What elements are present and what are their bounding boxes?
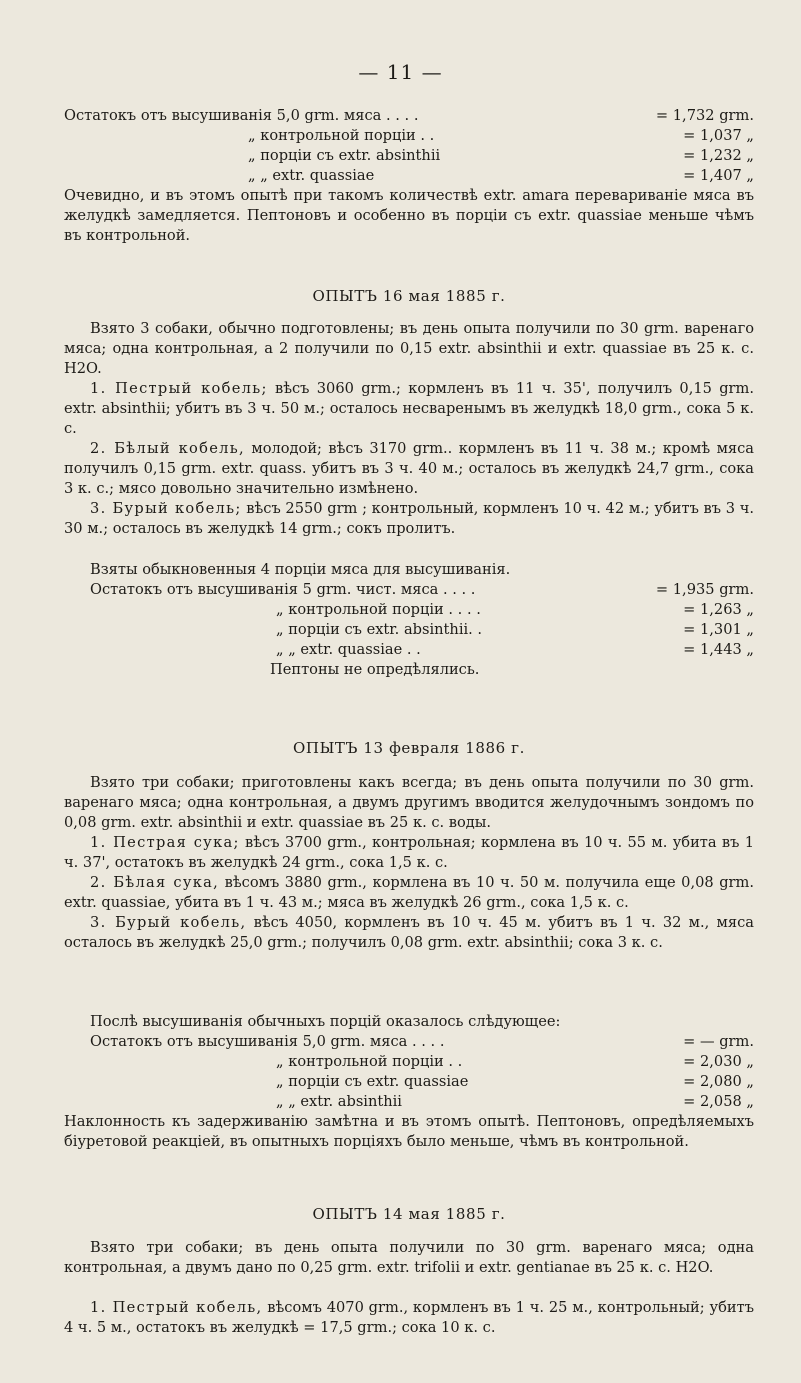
row-value: = 1,443 „ [683, 641, 754, 658]
row-label: „ „ extr. quassiae . . [276, 641, 421, 658]
experiment-results-table [64, 580, 754, 660]
table-row [64, 620, 754, 640]
dog-text: вѣсомъ 4070 grm., кормленъ въ 1 ч. 25 м., контрольный; убитъ 4 ч. 5 м., остатокъ въ желудкѣ = 17,5 grm.; сока 10 к. с. [64, 1299, 754, 1336]
row-value: = 1,263 „ [683, 601, 754, 618]
experiment-results-table [64, 1032, 754, 1112]
experiment-heading: ОПЫТЪ 14 мая 1885 г. [312, 1205, 506, 1223]
dog-text: вѣсъ 3700 grm., контрольная; кормлена въ 10 ч. 55 м. убита въ 1 ч. 37', остатокъ въ желудкѣ 24 grm., сока 1,5 к. с. [64, 834, 754, 871]
row-value: = 1,732 grm. [655, 107, 754, 124]
dog-text: молодой; вѣсъ 3170 grm.. кормленъ въ 11 ч. 38 м.; кромѣ мяса получилъ 0,15 grm. extr. quass. убитъ въ 3 ч. 40 м.; осталось въ желудкѣ 24,7 grm., сока 3 к. с.; мясо довольно значительно измѣнено. [64, 440, 754, 497]
experiment-conclusion: Наклонность къ задерживанію замѣтна и въ этомъ опытѣ. Пептоновъ, опредѣляемыхъ біуретовой реакціей, въ опытныхъ порціяхъ было меньше, чѣмъ въ контрольной. [64, 1113, 754, 1150]
row-label: „ контрольной порціи . . [248, 127, 435, 144]
dog-name: 1. Пестрая сука; [90, 834, 240, 851]
experiment-conclusion: Пептоны не опредѣлялись. [270, 661, 480, 678]
experiment-note: Послѣ высушиванія обычныхъ порцій оказалось слѣдующее: [90, 1013, 561, 1030]
experiment-intro: Взято 3 собаки, обычно подготовлены; въ день опыта получили по 30 grm. варенаго мяса; одна контрольная, а 2 получили по 0,15 extr. absinthii и extr. quassiae въ 25 к. с. H2O. [64, 320, 754, 377]
dog-entry [64, 439, 754, 499]
row-value: = 2,080 „ [683, 1073, 754, 1090]
row-label: „ порціи съ extr. quassiae [276, 1073, 469, 1090]
experiment-intro: Взято три собаки; въ день опыта получили по 30 grm. варенаго мяса; одна контрольная, а двумъ дано по 0,25 grm. extr. trifolii и extr. gentianae въ 25 к. с. H2O. [64, 1239, 754, 1276]
intro-results-table [64, 106, 754, 186]
table-row [64, 640, 754, 660]
row-value: = 1,407 „ [683, 167, 754, 184]
dog-name: 2. Бѣлая сука, [90, 874, 220, 891]
experiment-heading: ОПЫТЪ 13 февраля 1886 г. [292, 739, 526, 757]
row-label: „ порціи съ extr. absinthii. . [276, 621, 483, 638]
dog-text: вѣсомъ 3880 grm., кормлена въ 10 ч. 50 м. получила еще 0,08 grm. extr. quassiae, убита въ 1 ч. 43 м.; мяса въ желудкѣ 26 grm., сока 1,5 к. с. [64, 874, 754, 911]
row-value: = 1,232 „ [683, 147, 754, 164]
row-label: Остатокъ отъ высушиванія 5,0 grm. мяса . . . . [90, 1033, 445, 1050]
dog-entry [64, 833, 754, 873]
experiment-heading: ОПЫТЪ 16 мая 1885 г. [312, 287, 506, 305]
row-label: „ порціи съ extr. absinthii [248, 147, 441, 164]
row-value: = 2,058 „ [683, 1093, 754, 1110]
dog-name: 1. Пестрый кобель, [90, 1299, 263, 1316]
dog-entry [64, 379, 754, 439]
dog-name: 1. Пестрый кобель; [90, 380, 268, 397]
row-value: = 2,030 „ [683, 1053, 754, 1070]
experiment-intro: Взято три собаки; приготовлены какъ всегда; въ день опыта получили по 30 grm. варенаго мяса; одна контрольная, а двумъ другимъ вводится желудочнымъ зондомъ по 0,08 grm. extr. absinthii и extr. quassiae въ 25 к. с. воды. [64, 774, 754, 831]
dog-text: вѣсъ 4050, кормленъ въ 10 ч. 45 м. убитъ въ 1 ч. 32 м., мяса осталось въ желудкѣ 25,0 grm.; получилъ 0,08 grm. extr. absinthii; сока 3 к. с. [64, 914, 754, 951]
row-value: = — grm. [683, 1033, 754, 1050]
dog-text: вѣсъ 2550 grm ; контрольный, кормленъ 10 ч. 42 м.; убитъ въ 3 ч. 30 м.; осталось въ желудкѣ 14 grm.; сокъ пролитъ. [64, 500, 754, 537]
row-value: = 1,037 „ [683, 127, 754, 144]
table-row [64, 1092, 754, 1112]
dog-name: 3. Бурый кобель, [90, 914, 247, 931]
dog-entry [64, 873, 754, 913]
table-row [64, 1052, 754, 1072]
table-row [64, 1072, 754, 1092]
row-label: Остатокъ отъ высушиванія 5,0 grm. мяса . . . . [64, 107, 419, 124]
row-label: „ „ extr. absinthii [276, 1093, 402, 1110]
table-row [64, 1032, 754, 1052]
dog-list [64, 1298, 754, 1338]
page-number: — 11 — [358, 60, 443, 84]
dog-entry [64, 1298, 754, 1338]
row-value: = 1,301 „ [683, 621, 754, 638]
row-value: = 1,935 grm. [655, 581, 754, 598]
dog-list [64, 833, 754, 953]
row-label: Остатокъ отъ высушиванія 5 grm. чист. мяса . . . . [90, 581, 476, 598]
row-label: „ контрольной порціи . . . . [276, 601, 481, 618]
table-row [64, 580, 754, 600]
dog-name: 3. Бурый кобель; [90, 500, 242, 517]
dog-entry [64, 499, 754, 539]
experiment-note: Взяты обыкновенныя 4 порціи мяса для высушиванія. [90, 561, 511, 578]
row-label: „ „ extr. quassiae [248, 167, 375, 184]
row-label: „ контрольной порціи . . [276, 1053, 463, 1070]
dog-list [64, 379, 754, 539]
dog-entry [64, 913, 754, 953]
dog-name: 2. Бѣлый кобель, [90, 440, 245, 457]
table-row [64, 600, 754, 620]
intro-paragraph: Очевидно, и въ этомъ опытѣ при такомъ количествѣ extr. amara перевариваніе мяса въ желудкѣ замедляется. Пептоновъ и особенно въ порціи съ extr. quassiae меньше чѣмъ въ контрольной. [64, 187, 754, 244]
dog-text: вѣсъ 3060 grm.; кормленъ въ 11 ч. 35', получилъ 0,15 grm. extr. absinthii; убитъ въ 3 ч. 50 м.; осталось несваренымъ въ желудкѣ 18,0 grm., сока 5 к. с. [64, 380, 755, 437]
table-row [64, 166, 754, 186]
table-row [64, 126, 754, 146]
table-row [64, 106, 754, 126]
table-row [64, 146, 754, 166]
